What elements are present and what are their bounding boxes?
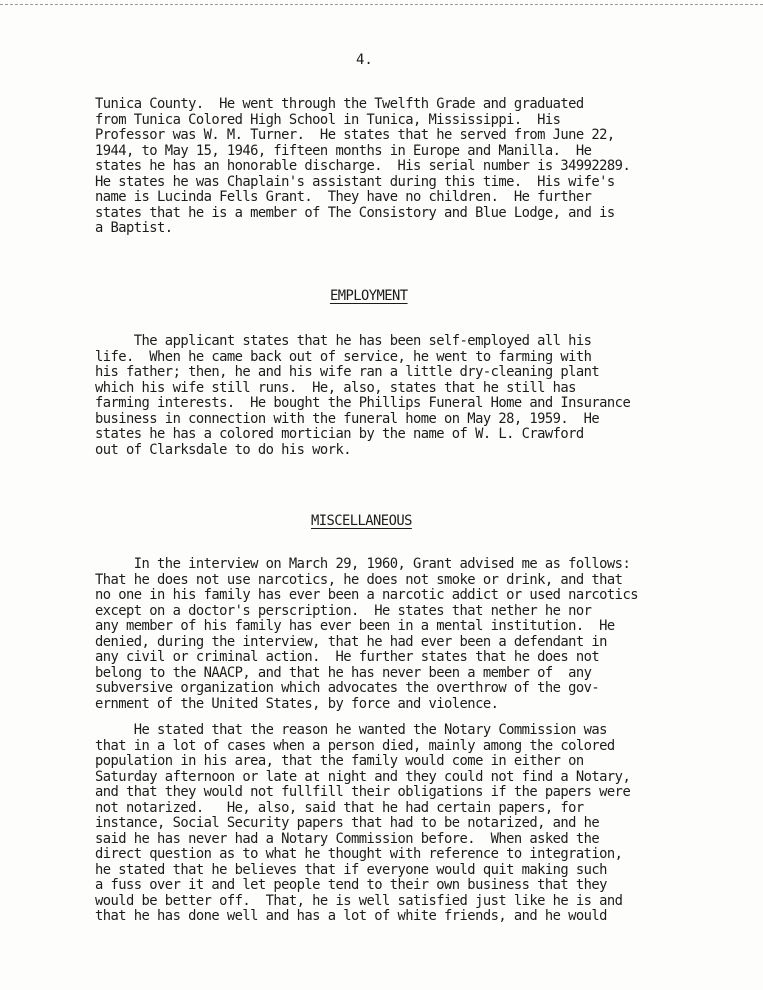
- text-line: states he has an honorable discharge. His serial number is 34992289.: [95, 158, 631, 174]
- miscellaneous-paragraph-2: [95, 723, 735, 925]
- text-line: a Baptist.: [95, 220, 173, 236]
- text-line: said he has never had a Notary Commission before. When asked the: [95, 830, 600, 847]
- text-line: ernment of the United States, by force and violence.: [95, 695, 499, 712]
- text-line: name is Lucinda Fells Grant. They have no children. He further: [95, 189, 592, 205]
- text-line: denied, during the interview, that he had ever been a defendant in: [95, 633, 607, 650]
- text-line: any member of his family has ever been in a mental institution. He: [95, 618, 615, 634]
- text-line: states he has a colored mortician by the name of W. L. Crawford: [95, 426, 584, 442]
- top-dashed-border: [0, 4, 763, 5]
- text-line: In the interview on March 29, 1960, Grant advised me as follows:: [95, 556, 631, 572]
- text-line: direct question as to what he thought with reference to integration,: [95, 846, 623, 862]
- employment-heading: EMPLOYMENT: [330, 288, 408, 304]
- text-line: instance, Social Security papers that had to be notarized, and he: [95, 815, 600, 831]
- text-line: states that he is a member of The Consistory and Blue Lodge, and is: [95, 204, 615, 221]
- text-line: that in a lot of cases when a person died, mainly among the colored: [95, 737, 615, 754]
- text-line: That he does not use narcotics, he does not smoke or drink, and that: [95, 571, 623, 588]
- text-line: not notarized. He, also, said that he had certain papers, for: [95, 799, 584, 816]
- text-line: no one in his family has ever been a narcotic addict or used narcotics: [95, 587, 638, 603]
- text-line: a fuss over it and let people tend to their own business that they: [95, 877, 607, 893]
- text-line: he stated that he believes that if everyone would quit making such: [95, 861, 607, 878]
- text-line: Saturday afternoon or late at night and they could not find a Notary,: [95, 768, 631, 785]
- text-line: that he has done well and has a lot of white friends, and he would: [95, 908, 607, 924]
- text-line: business in connection with the funeral home on May 28, 1959. He: [95, 410, 600, 427]
- text-line: 1944, to May 15, 1946, fifteen months in Europe and Manilla. He: [95, 142, 592, 159]
- text-line: from Tunica Colored High School in Tunica, Mississippi. His: [95, 111, 561, 128]
- text-line: population in his area, that the family would come in either on: [95, 753, 584, 769]
- text-line: would be better off. That, he is well satisfied just like he is and: [95, 892, 623, 909]
- employment-paragraph: [95, 334, 735, 458]
- text-line: life. When he came back out of service, he went to farming with: [95, 348, 592, 365]
- text-line: and that they would not fullfill their obligations if the papers were: [95, 784, 631, 800]
- miscellaneous-paragraph-1: [95, 557, 735, 712]
- text-line: The applicant states that he has been self-employed all his: [95, 333, 592, 349]
- text-line: belong to the NAACP, and that he has never been a member of any: [95, 664, 592, 681]
- text-line: his father; then, he and his wife ran a little dry-cleaning plant: [95, 364, 600, 380]
- text-line: which his wife still runs. He, also, states that he still has: [95, 379, 576, 396]
- text-line: Tunica County. He went through the Twelfth Grade and graduated: [95, 96, 584, 112]
- intro-paragraph: [95, 97, 735, 237]
- text-line: farming interests. He bought the Phillips Funeral Home and Insurance: [95, 395, 631, 411]
- text-line: Professor was W. M. Turner. He states that he served from June 22,: [95, 127, 615, 143]
- page-number: 4.: [356, 52, 373, 68]
- text-line: out of Clarksdale to do his work.: [95, 441, 351, 458]
- text-line: He stated that the reason he wanted the Notary Commission was: [95, 722, 607, 738]
- text-line: He states he was Chaplain's assistant during this time. His wife's: [95, 173, 615, 190]
- text-line: except on a doctor's perscription. He states that nether he nor: [95, 602, 592, 619]
- miscellaneous-heading: MISCELLANEOUS: [311, 513, 412, 529]
- text-line: subversive organization which advocates the overthrow of the gov-: [95, 680, 600, 696]
- text-line: any civil or criminal action. He further states that he does not: [95, 649, 600, 665]
